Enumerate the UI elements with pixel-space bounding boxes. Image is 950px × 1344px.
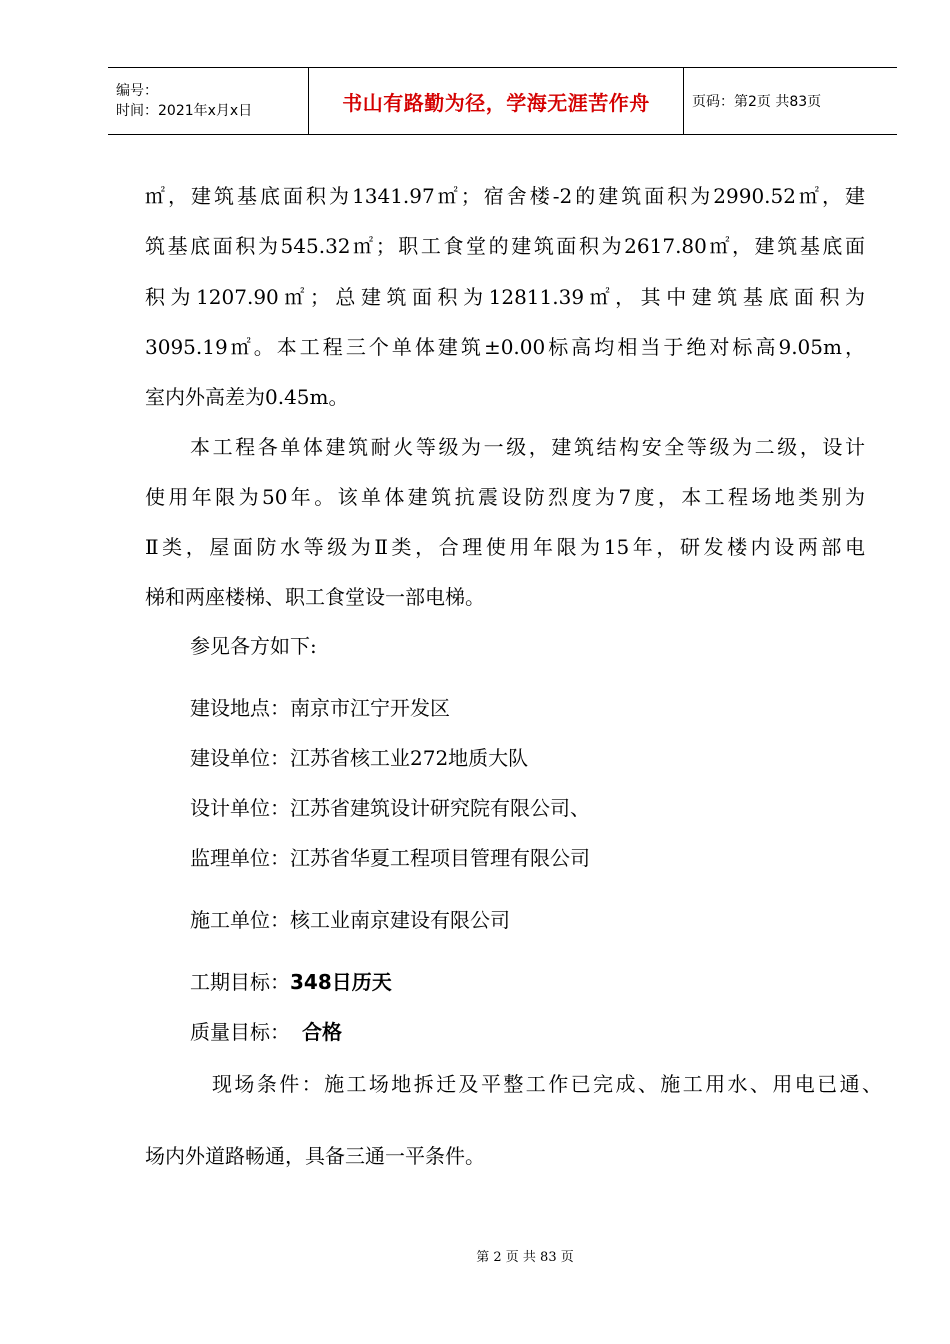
body-line: 参见各方如下: (190, 634, 317, 658)
design-unit: 设计单位：江苏省建筑设计研究院有限公司、 (190, 796, 590, 820)
quality-target (190, 1016, 342, 1045)
body-line: 场内外道路畅通，具备三通一平条件。 (145, 1144, 485, 1168)
body-line: 梯和两座楼梯、职工食堂设一部电梯。 (145, 585, 485, 609)
page-info-label: 页码：第2页 共83页 (692, 94, 822, 110)
supervision-unit: 监理单位：江苏省华夏工程项目管理有限公司 (190, 846, 590, 870)
body-line: Ⅱ类，屋面防水等级为Ⅱ类，合理使用年限为15年，研发楼内设两部电 (145, 535, 865, 559)
schedule-value: 348日历天 (290, 970, 392, 994)
body-line: 室内外高差为0.45m。 (145, 385, 349, 409)
header-page-info (684, 68, 897, 134)
quality-label: 质量目标： (190, 1020, 290, 1044)
body-line: ㎡，建筑基底面积为1341.97㎡；宿舍楼-2的建筑面积为2990.52㎡，建 (145, 184, 865, 208)
body-line: 本工程各单体建筑耐火等级为一级，建筑结构安全等级为二级，设计 (190, 435, 865, 459)
header-meta (108, 68, 309, 134)
schedule-label: 工期目标： (190, 970, 290, 994)
schedule-target (190, 966, 392, 995)
body-line: 使用年限为50年。该单体建筑抗震设防烈度为7度，本工程场地类别为 (145, 485, 865, 509)
footer-page-number: 第 2 页 共 83 页 (476, 1250, 574, 1265)
construction-site: 建设地点：南京市江宁开发区 (190, 696, 450, 720)
header-motto-cell (309, 68, 684, 134)
page-footer (0, 1246, 950, 1265)
header-motto: 书山有路勤为径，学海无涯苦作舟 (342, 90, 650, 115)
body-line: 筑基底面积为545.32㎡；职工食堂的建筑面积为2617.80㎡，建筑基底面 (145, 234, 865, 258)
body-line: 积为1207.90㎡；总建筑面积为12811.39㎡，其中建筑基底面积为 (145, 285, 865, 309)
quality-value: 合格 (302, 1020, 342, 1044)
number-label: 编号： (116, 83, 158, 99)
contractor-unit: 施工单位：核工业南京建设有限公司 (190, 908, 510, 932)
time-label: 时间：2021年x月x日 (116, 103, 253, 119)
body-line: 3095.19㎡。本工程三个单体建筑±0.00标高均相当于绝对标高9.05m， (145, 335, 865, 359)
body-line: 现场条件：施工场地拆迁及平整工作已完成、施工用水、用电已通、 (212, 1072, 882, 1096)
construction-unit: 建设单位：江苏省核工业272地质大队 (190, 746, 529, 770)
document-header (108, 67, 897, 135)
